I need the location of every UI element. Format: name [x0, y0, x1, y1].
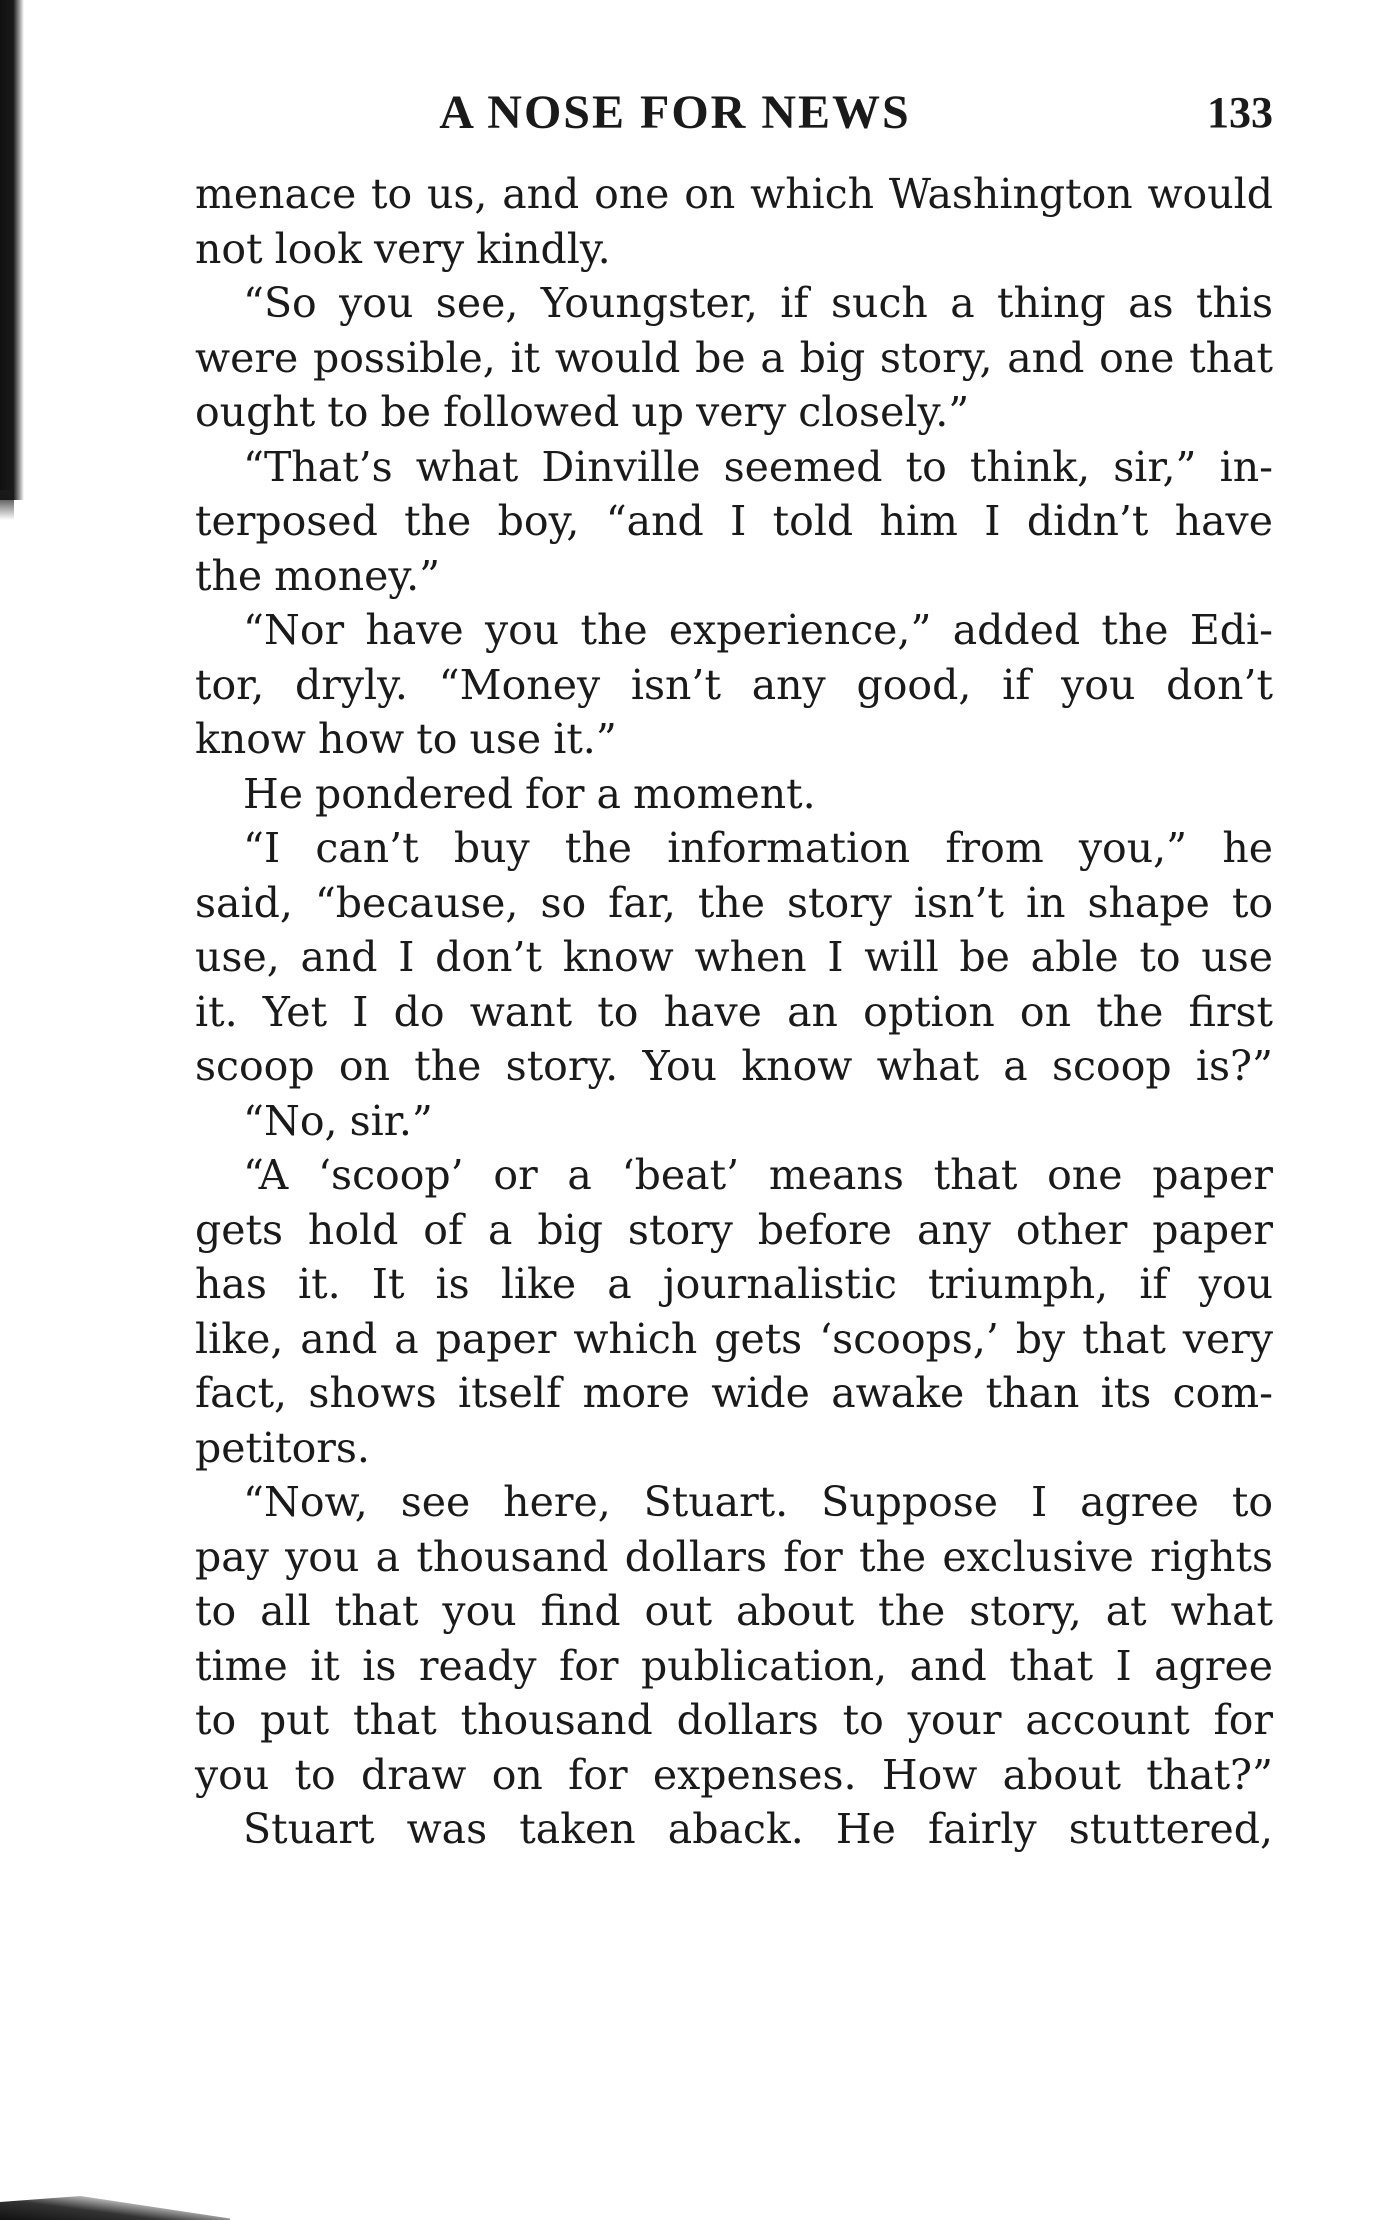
- text-line: has it. It is like a journalistic triumph, if you: [195, 1260, 1273, 1308]
- text-line: know how to use it.”: [195, 715, 617, 763]
- binding-shadow-tail: [0, 490, 14, 520]
- body-text: [195, 167, 1273, 1857]
- binding-shadow: [0, 0, 24, 500]
- text-line: ought to be followed up very closely.”: [195, 388, 970, 436]
- text-line: use, and I don’t know when I will be able to use: [195, 933, 1273, 981]
- text-line: Stuart was taken aback. He fairly stuttered,: [243, 1805, 1273, 1853]
- text-line: to put that thousand dollars to your account for: [195, 1696, 1273, 1744]
- text-line: said, “because, so far, the story isn’t in shape to: [195, 878, 1273, 927]
- running-header: [195, 78, 1273, 148]
- page-number: 133: [1207, 88, 1273, 137]
- text-line: like, and a paper which gets ‘scoops,’ by that very: [195, 1314, 1273, 1363]
- text-line: He pondered for a moment.: [243, 769, 816, 818]
- text-line: it. Yet I do want to have an option on the first: [195, 987, 1273, 1036]
- text-line: “That’s what Dinville seemed to think, sir,” in-: [243, 442, 1273, 491]
- text-line: were possible, it would be a big story, and one that: [195, 333, 1273, 382]
- text-line: “A ‘scoop’ or a ‘beat’ means that one paper: [243, 1151, 1273, 1199]
- text-line: you to draw on for expenses. How about that?”: [195, 1750, 1273, 1799]
- text-line: “Nor have you the experience,” added the Edi-: [243, 606, 1273, 654]
- text-line: “No, sir.”: [243, 1096, 433, 1145]
- text-line: “Now, see here, Stuart. Suppose I agree to: [243, 1478, 1273, 1526]
- text-line: menace to us, and one on which Washington would: [195, 170, 1273, 218]
- text-line: petitors.: [195, 1423, 370, 1472]
- text-line: “So you see, Youngster, if such a thing as this: [243, 279, 1273, 327]
- text-line: “I can’t buy the information from you,” he: [243, 824, 1273, 872]
- text-line: terposed the boy, “and I told him I didn’t have: [195, 497, 1273, 545]
- text-line: scoop on the story. You know what a scoop is?”: [195, 1042, 1273, 1090]
- text-line: fact, shows itself more wide awake than its com-: [195, 1369, 1273, 1417]
- text-line: gets hold of a big story before any other paper: [195, 1205, 1273, 1254]
- running-title: A NOSE FOR NEWS: [439, 86, 911, 139]
- text-line: to all that you find out about the story, at what: [195, 1587, 1273, 1635]
- text-line: not look very kindly.: [195, 224, 611, 273]
- text-line: time it is ready for publication, and that I agree: [195, 1641, 1273, 1690]
- page-corner-smudge: [0, 2190, 230, 2220]
- text-line: the money.”: [195, 551, 441, 600]
- text-line: pay you a thousand dollars for the exclusive rights: [195, 1532, 1273, 1581]
- text-line: tor, dryly. “Money isn’t any good, if you don’t: [195, 660, 1273, 709]
